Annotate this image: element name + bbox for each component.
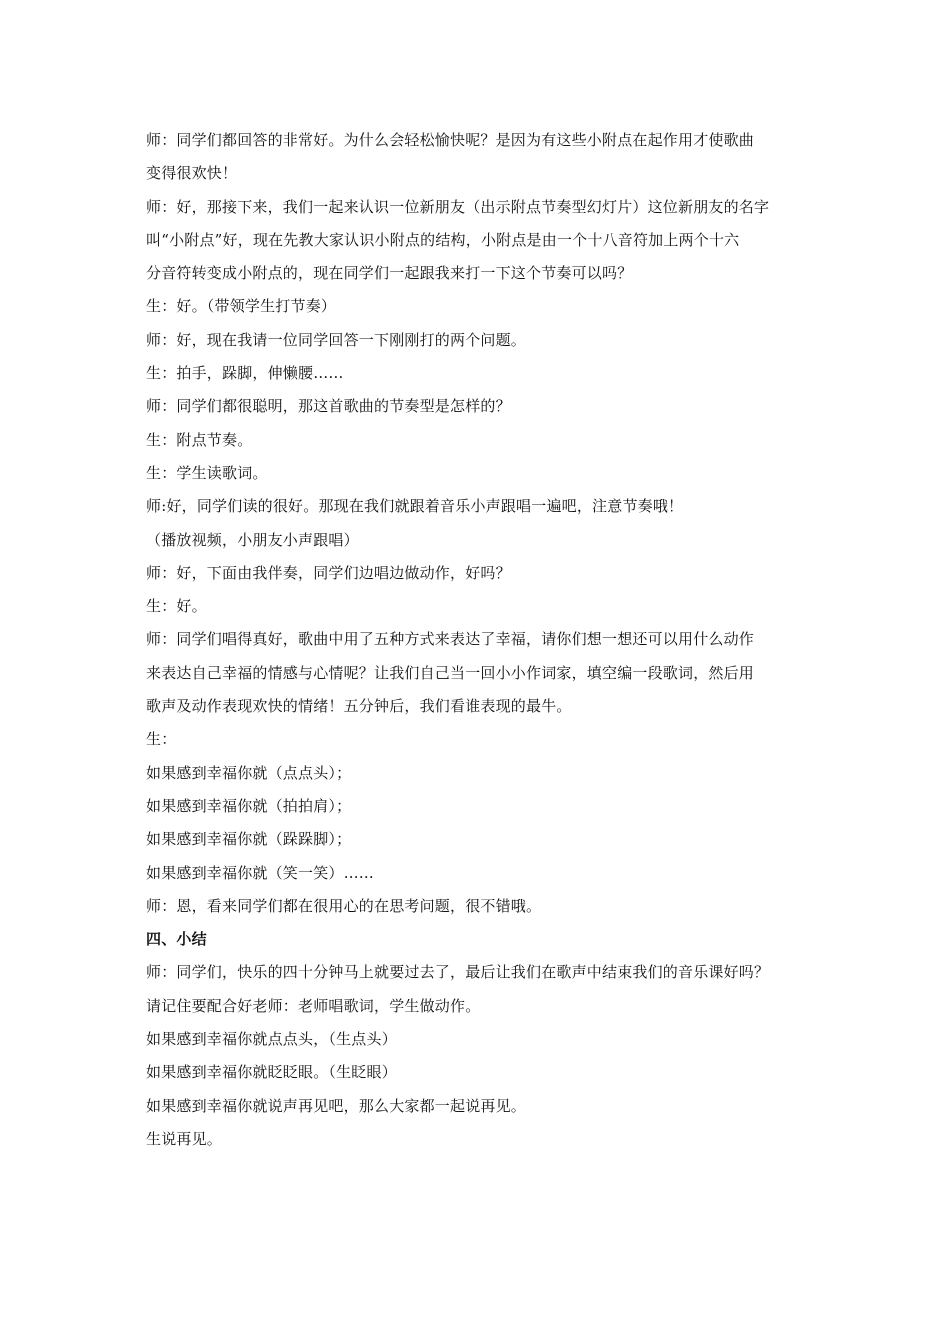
paragraph-line: 请记住要配合好老师：老师唱歌词，学生做动作。 xyxy=(146,996,481,1015)
paragraph-line: 生： xyxy=(146,730,177,749)
paragraph-line: 来表达自己幸福的情感与心情呢？让我们自己当一回小小作词家，填空编一段歌词，然后用 xyxy=(146,663,755,682)
lyric-line: 如果感到幸福你就（笑一笑）…… xyxy=(146,863,375,882)
paragraph-line: 生：拍手，跺脚，伸懒腰…… xyxy=(146,364,344,383)
paragraph-line: 师：好，现在我请一位同学回答一下刚刚打的两个问题。 xyxy=(146,330,527,349)
paragraph-line: 歌声及动作表现欢快的情绪！五分钟后，我们看谁表现的最牛。 xyxy=(146,697,572,716)
paragraph-line: 师：同学们唱得真好，歌曲中用了五种方式来表达了幸福，请你们想一想还可以用什么动作 xyxy=(146,630,755,649)
paragraph-line: 分音符转变成小附点的，现在同学们一起跟我来打一下这个节奏可以吗？ xyxy=(146,264,633,283)
lyric-line: 如果感到幸福你就（跺跺脚）； xyxy=(146,830,352,849)
paragraph-line: 生：附点节奏。 xyxy=(146,430,253,449)
paragraph-line: 师:好，同学们读的很好。那现在我们就跟着音乐小声跟唱一遍吧，注意节奏哦！ xyxy=(146,497,684,516)
paragraph-line: 师：好，下面由我伴奏，同学们边唱边做动作，好吗？ xyxy=(146,563,511,582)
lyric-line: 如果感到幸福你就（拍拍肩）； xyxy=(146,796,352,815)
paragraph-line: 师：好，那接下来，我们一起来认识一位新朋友（出示附点节奏型幻灯片）这位新朋友的名字 xyxy=(146,197,770,216)
paragraph-line: 师：恩，看来同学们都在很用心的在思考问题，很不错哦。 xyxy=(146,896,542,915)
paragraph-line: 叫“小附点”好，现在先教大家认识小附点的结构，小附点是由一个十八音符加上两个十六 xyxy=(146,230,740,249)
paragraph-line: 生：好。 xyxy=(146,597,207,616)
paragraph-line: （播放视频，小朋友小声跟唱） xyxy=(146,530,359,549)
lyric-line: 如果感到幸福你就（点点头）； xyxy=(146,763,352,782)
lyric-line: 如果感到幸福你就眨眨眼。（生眨眼） xyxy=(146,1063,397,1082)
document-body xyxy=(146,124,826,1156)
paragraph-line: 师：同学们，快乐的四十分钟马上就要过去了，最后让我们在歌声中结束我们的音乐课好吗？ xyxy=(146,963,770,982)
paragraph-line: 如果感到幸福你就说声再见吧，那么大家都一起说再见。 xyxy=(146,1096,527,1115)
lyric-line: 如果感到幸福你就点点头，（生点头） xyxy=(146,1030,397,1049)
section-heading: 四、小结 xyxy=(146,930,207,949)
paragraph-line: 师：同学们都很聪明，那这首歌曲的节奏型是怎样的？ xyxy=(146,397,511,416)
paragraph-line: 生：学生读歌词。 xyxy=(146,463,268,482)
paragraph-line: 生说再见。 xyxy=(146,1129,223,1148)
paragraph-line: 师：同学们都回答的非常好。为什么会轻松愉快呢？是因为有这些小附点在起作用才使歌曲 xyxy=(146,131,755,149)
paragraph-line: 变得很欢快！ xyxy=(146,164,238,183)
paragraph-line: 生：好。（带领学生打节奏） xyxy=(146,297,337,316)
